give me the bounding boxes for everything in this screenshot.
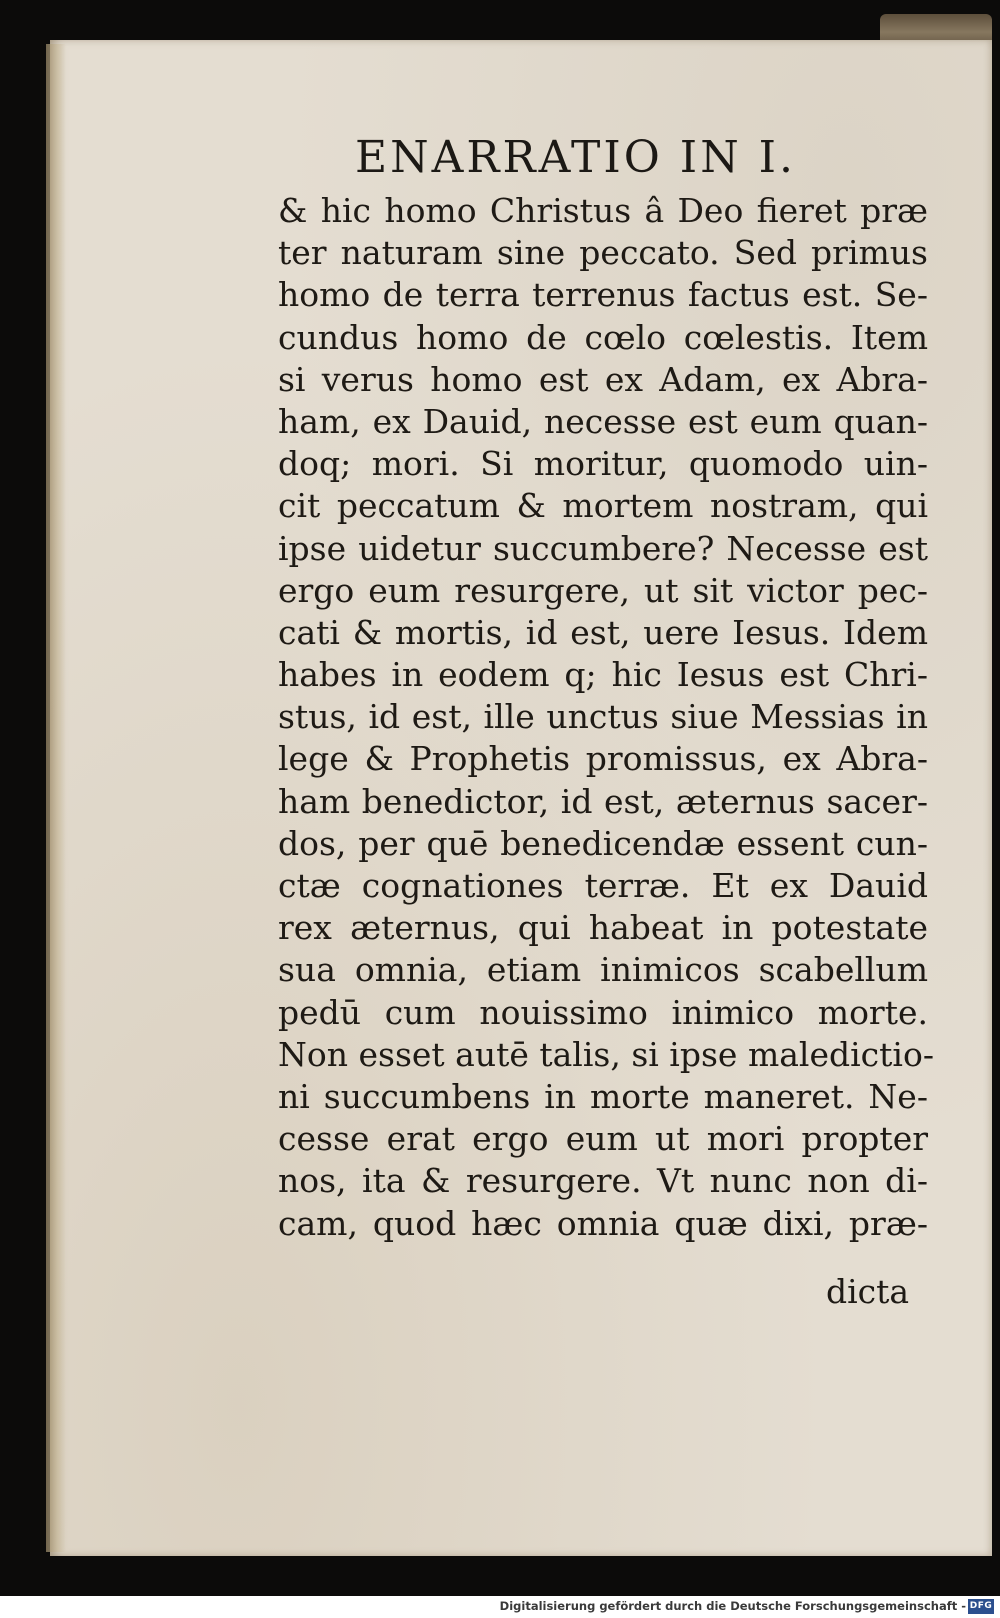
page-title: ENARRATIO IN I. <box>355 132 797 183</box>
page-gutter-shadow <box>46 44 66 1552</box>
text-line: cit peccatum & mortem nostram, qui <box>278 486 928 526</box>
text-line: cam, quod hæc omnia quæ dixi, præ- <box>278 1203 928 1243</box>
text-line: ni succumbens in morte maneret. Ne- <box>278 1076 928 1116</box>
text-line: lege & Prophetis promissus, ex Abra- <box>278 739 928 779</box>
text-line: habes in eodem q; hic Iesus est Chri- <box>278 655 928 695</box>
text-line: ham, ex Dauid, necesse est eum quan- <box>278 401 928 441</box>
text-line: stus, id est, ille unctus siue Messias in <box>278 697 928 737</box>
text-line: dos, per quē benedicendæ essent cun- <box>278 823 928 863</box>
dfg-logo: DFG <box>968 1599 994 1614</box>
text-line: cesse erat ergo eum ut mori propter <box>278 1119 928 1159</box>
text-line: ctæ cognationes terræ. Et ex Dauid <box>278 866 928 905</box>
footer-bar <box>0 1596 1000 1618</box>
text-line: pedū cum nouissimo inimico morte. <box>278 992 928 1032</box>
text-line: sua omnia, etiam inimicos scabellum <box>278 950 928 990</box>
text-line: homo de terra terrenus factus est. Se- <box>278 275 928 315</box>
text-line: doq; mori. Si moritur, quomodo uin- <box>278 444 928 484</box>
text-line: ergo eum resurgere, ut sit victor pec- <box>278 570 928 610</box>
text-line: cati & mortis, id est, uere Iesus. Idem <box>278 612 928 652</box>
catchword: dicta <box>826 1272 910 1311</box>
text-line: nos, ita & resurgere. Vt nunc non di- <box>278 1161 928 1201</box>
body-text <box>278 190 934 1245</box>
text-line: rex æternus, qui habeat in potestate <box>278 908 928 948</box>
text-line: Non esset autē talis, si ipse maledictio- <box>278 1034 934 1074</box>
text-line: si verus homo est ex Adam, ex Abra- <box>278 359 928 399</box>
text-line: ipse uidetur succumbere? Necesse est <box>278 528 928 568</box>
text-line: ham benedictor, id est, æternus sacer- <box>278 781 928 821</box>
text-line: & hic homo Christus â Deo fieret præ <box>278 191 928 230</box>
funding-notice: Digitalisierung gefördert durch die Deutsche Forschungsgemeinschaft - <box>499 1599 966 1613</box>
text-line: cundus homo de cœlo cœlestis. Item <box>278 317 928 357</box>
text-line: ter naturam sine peccato. Sed primus <box>278 233 928 273</box>
